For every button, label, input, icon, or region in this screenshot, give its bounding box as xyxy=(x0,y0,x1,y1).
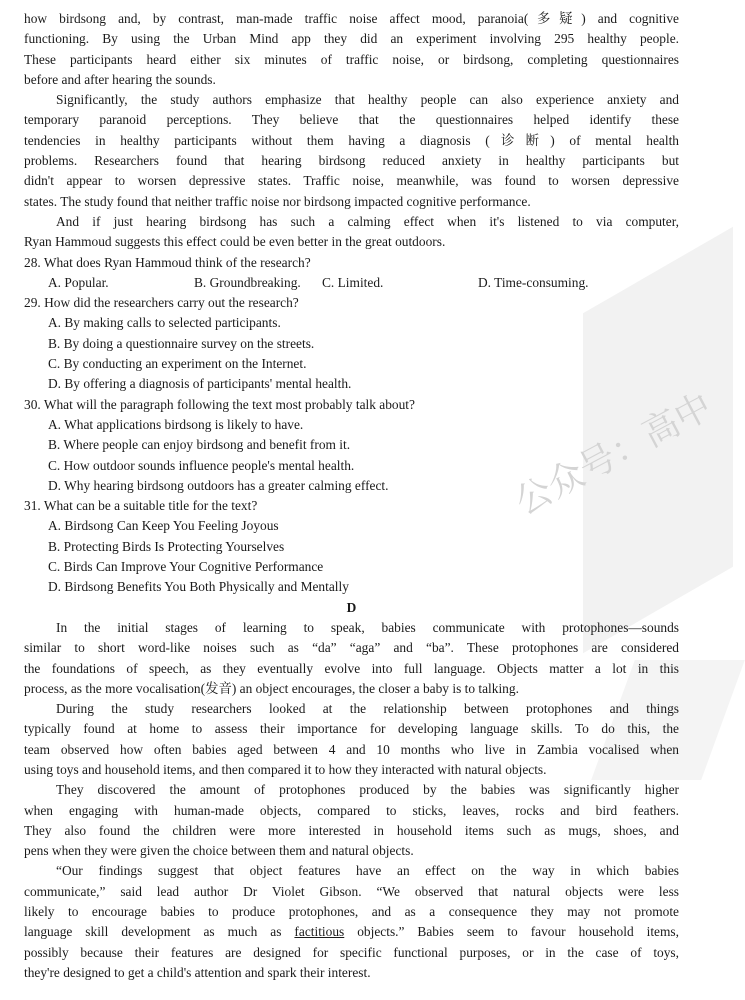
text-line: likely to encourage babies to produce protophones, and as a consequence they may not promote xyxy=(24,904,679,920)
text-line: they're designed to get a child's attention and spark their interest. xyxy=(24,964,371,980)
text-fragment: objects.” Babies seem to favour household items, xyxy=(344,924,679,940)
text-line: typically found at home to assess their importance for developing language skills. To do this, the xyxy=(24,721,679,737)
text-line: when engaging with human-made objects, compared to sticks, leaves, rocks and bird feathers. xyxy=(24,802,679,818)
paragraph-d4 xyxy=(24,861,679,983)
text-line: During the study researchers looked at the relationship between protophones and things xyxy=(56,701,679,717)
question-stem: 29. How did the researchers carry out the research? xyxy=(24,295,299,311)
text-line: Ryan Hammoud suggests this effect could be even better in the great outdoors. xyxy=(24,234,446,250)
text-line: process, as the more vocalisation(发音) an object encourages, the closer a baby is to talking. xyxy=(24,680,519,696)
question-stem: 30. What will the paragraph following the text most probably talk about? xyxy=(24,396,415,412)
underlined-word: factitious xyxy=(294,924,345,940)
option-d: D. Time-consuming. xyxy=(478,274,589,290)
option-d: D. Why hearing birdsong outdoors has a greater calming effect. xyxy=(48,477,389,493)
text-line xyxy=(24,922,679,942)
text-line: In the initial stages of learning to speak, babies communicate with protophones—sounds xyxy=(56,619,679,635)
option-b: B. By doing a questionnaire survey on the streets. xyxy=(48,335,315,351)
text-line: the foundations of speech, as they eventually evolve into full language. Objects matter a lot in this xyxy=(24,660,679,676)
text-line: possibly because their features are designed for specific functional purposes, or in the case of toys, xyxy=(24,944,679,960)
option-c: C. By conducting an experiment on the Internet. xyxy=(48,356,307,372)
document-page xyxy=(24,9,679,983)
paragraph-intro xyxy=(24,9,679,90)
option-a: A. By making calls to selected participants. xyxy=(48,315,281,331)
paragraph-d1 xyxy=(24,618,679,699)
question-stem: 28. What does Ryan Hammoud think of the research? xyxy=(24,254,311,270)
text-line: states. The study found that neither traffic noise nor birdsong impacted cognitive performance. xyxy=(24,193,531,209)
question-29 xyxy=(24,293,679,394)
text-line: temporary paranoid perceptions. They believe that the questionnaires helped identify these xyxy=(24,112,679,128)
paragraph-d3 xyxy=(24,780,679,861)
option-a: A. Birdsong Can Keep You Feeling Joyous xyxy=(48,518,279,534)
option-c: C. How outdoor sounds influence people's mental health. xyxy=(48,457,355,473)
paragraph-and-if xyxy=(24,212,679,253)
text-line: tendencies in healthy participants without them having a diagnosis (诊断) of mental health xyxy=(24,132,679,148)
text-line: how birdsong and, by contrast, man-made traffic noise affect mood, paranoia(多疑) and cognitive xyxy=(24,11,679,26)
paragraph-d2 xyxy=(24,699,679,780)
text-line: before and after hearing the sounds. xyxy=(24,71,216,87)
text-line: team observed how often babies aged between 4 and 10 months who live in Zambia vocalised when xyxy=(24,741,679,757)
text-line: communicate,” said lead author Dr Violet Gibson. “We observed that natural objects were less xyxy=(24,883,679,899)
option-c: C. Limited. xyxy=(322,274,384,290)
option-b: B. Protecting Birds Is Protecting Yourselves xyxy=(48,538,285,554)
text-line: using toys and household items, and then compared it to how they interacted with natural objects. xyxy=(24,761,547,777)
text-line: problems. Researchers found that hearing birdsong reduced anxiety in healthy participants but xyxy=(24,153,679,169)
option-b: B. Where people can enjoy birdsong and benefit from it. xyxy=(48,437,351,453)
text-line: pens when they were given the choice between them and natural objects. xyxy=(24,843,414,859)
option-row xyxy=(24,273,679,293)
option-d: D. Birdsong Benefits You Both Physically and Mentally xyxy=(48,579,349,595)
text-line: Significantly, the study authors emphasize that healthy people can also experience anxiety and xyxy=(56,92,679,108)
text-line: These participants heard either six minutes of traffic noise, or birdsong, completing questionnaires xyxy=(24,51,679,67)
paragraph-significantly xyxy=(24,90,679,212)
text-line: similar to short word-like noises such as “da” “aga” and “ba”. These protophones are considered xyxy=(24,640,679,656)
question-30 xyxy=(24,395,679,496)
option-a: A. What applications birdsong is likely to have. xyxy=(48,416,304,432)
text-line: functioning. By using the Urban Mind app they did an experiment involving 295 healthy people. xyxy=(24,31,679,47)
section-heading: D xyxy=(346,599,357,615)
text-fragment: language skill development as much as xyxy=(24,924,295,940)
option-b: B. Groundbreaking. xyxy=(194,274,301,290)
watermark-text: 公众号：高中 xyxy=(508,385,719,524)
option-c: C. Birds Can Improve Your Cognitive Performance xyxy=(48,559,324,575)
text-line: They discovered the amount of protophones produced by the babies was significantly higher xyxy=(56,782,679,798)
option-a: A. Popular. xyxy=(48,274,109,290)
question-stem: 31. What can be a suitable title for the text? xyxy=(24,498,258,514)
text-line: “Our findings suggest that object features have an effect on the way in which babies xyxy=(56,863,679,879)
text-line: And if just hearing birdsong has such a calming effect when it's listened to via computer, xyxy=(56,213,679,229)
question-31 xyxy=(24,496,679,597)
option-d: D. By offering a diagnosis of participants' mental health. xyxy=(48,376,352,392)
question-28 xyxy=(24,253,679,294)
text-line: They also found the children were more interested in household items such as mugs, shoes, and xyxy=(24,822,679,838)
text-line: didn't appear to worsen depressive states. Traffic noise, meanwhile, was found to worsen depressive xyxy=(24,173,679,189)
